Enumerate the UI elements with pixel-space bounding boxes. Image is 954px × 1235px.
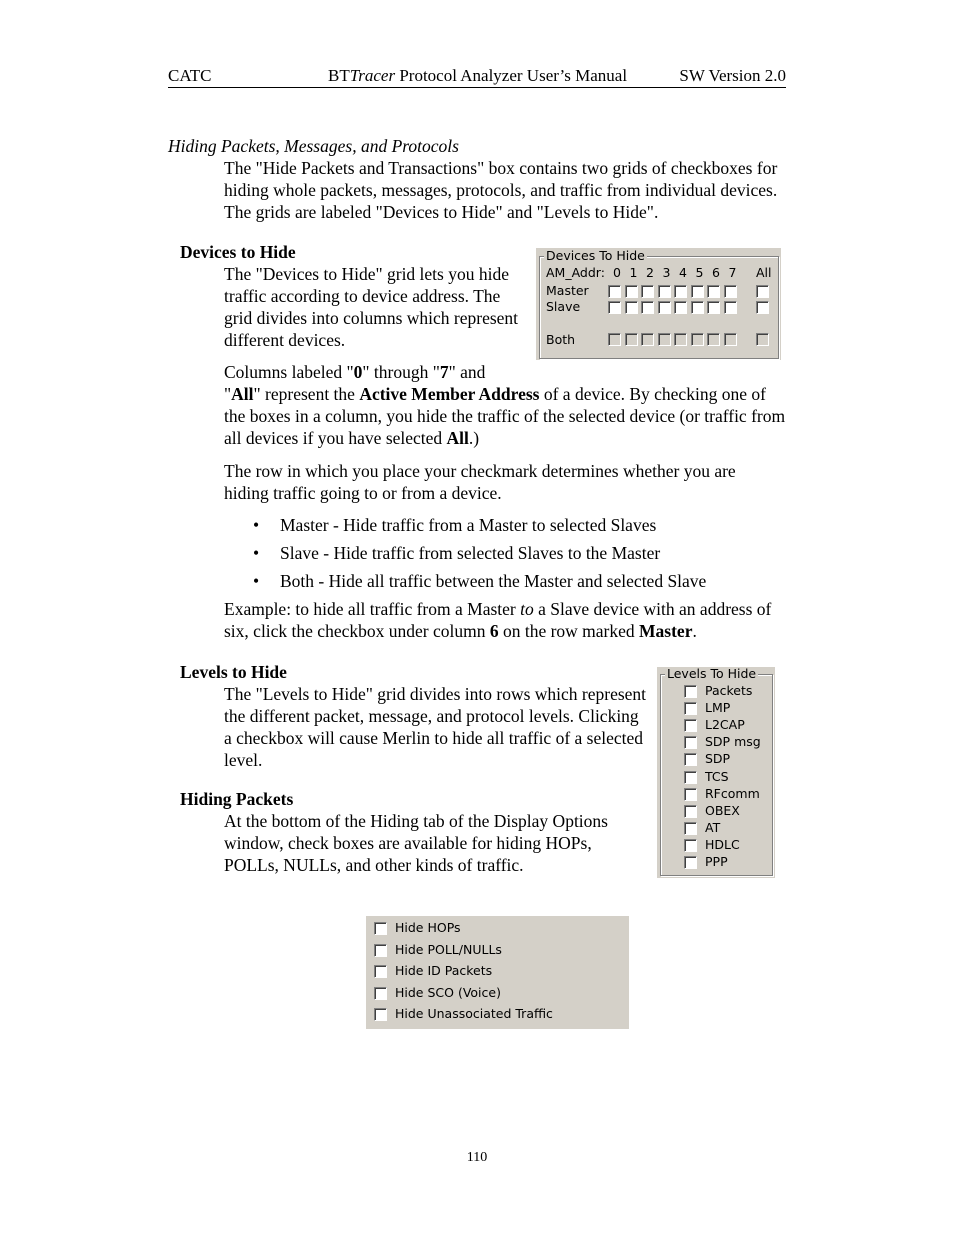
checkbox-both-all[interactable] [756, 333, 769, 346]
devices-to-hide-panel [536, 248, 781, 360]
devices-paragraph-1: The "Devices to Hide" grid lets you hide traffic according to device address. The grid divides into columns which represent different devices. [224, 264, 519, 350]
list-item: • Both - Hide all traffic between the Master and selected Slave [253, 571, 707, 591]
column-label-6: 6 [712, 265, 720, 280]
levels-to-hide-panel [657, 667, 775, 878]
levels-heading: Levels to Hide [180, 662, 287, 682]
column-label-5: 5 [695, 265, 704, 280]
level-checkbox[interactable] [684, 685, 697, 698]
devices-paragraph-2: "All" represent the Active Member Address of a device. By checking one of the boxes in a column, you hide the traffic of the selected device (or traffic from all devices if you have selected All.) [224, 384, 786, 448]
hide-option-checkbox[interactable] [374, 1008, 387, 1021]
checkbox-slave-7[interactable] [724, 301, 737, 314]
header-title: BTTracer Protocol Analyzer User’s Manual [328, 66, 628, 85]
checkbox-master-7[interactable] [724, 285, 737, 298]
column-label-1: 1 [629, 265, 638, 280]
devices-heading: Devices to Hide [180, 242, 296, 262]
checkbox-master-2[interactable] [641, 285, 654, 298]
checkbox-both-6[interactable] [707, 333, 720, 346]
checkbox-master-all[interactable] [756, 285, 769, 298]
column-label-7: 7 [728, 265, 737, 280]
hiding-paragraph: At the bottom of the Hiding tab of the Display Options window, check boxes are available for hiding HOPs, POLLs, NULLs, and other kinds of traffic. [224, 811, 608, 875]
hide-option-label: Hide ID Packets [395, 963, 493, 978]
devices-paragraph-3: The row in which you place your checkmark determines whether you are hiding traffic going to or from a device. [224, 461, 736, 503]
checkbox-both-1[interactable] [625, 333, 638, 346]
devices-paragraph-2-start: Columns labeled "0" through "7" and [224, 362, 486, 382]
hide-option-label: Hide Unassociated Traffic [395, 1006, 553, 1021]
level-checkbox[interactable] [684, 719, 697, 732]
checkbox-master-3[interactable] [658, 285, 671, 298]
level-checkbox[interactable] [684, 771, 697, 784]
level-checkbox[interactable] [684, 856, 697, 869]
hide-option-label: Hide SCO (Voice) [395, 984, 501, 1000]
level-label: OBEX [705, 802, 740, 818]
hide-option-checkbox[interactable] [374, 944, 387, 957]
level-label: RFcomm [705, 785, 760, 801]
hide-option-label: Hide HOPs [395, 920, 461, 935]
checkbox-slave-3[interactable] [658, 301, 671, 314]
level-label: AT [705, 819, 721, 835]
level-label: HDLC [705, 836, 740, 852]
checkbox-both-3[interactable] [658, 333, 671, 346]
hide-option-checkbox[interactable] [374, 922, 387, 935]
level-checkbox[interactable] [684, 822, 697, 835]
level-checkbox[interactable] [684, 736, 697, 749]
level-label: Packets [705, 683, 753, 698]
row-label-master: Master [546, 283, 589, 298]
checkbox-master-5[interactable] [691, 285, 704, 298]
levels-legend: Levels To Hide [667, 666, 757, 681]
checkbox-both-7[interactable] [724, 333, 737, 346]
am-addr-label: AM_Addr: [546, 265, 605, 280]
checkbox-both-4[interactable] [674, 333, 687, 346]
header-right: SW Version 2.0 [679, 66, 786, 85]
row-label-slave: Slave [546, 299, 581, 314]
devices-legend: Devices To Hide [546, 248, 645, 263]
checkbox-master-4[interactable] [674, 285, 687, 298]
level-label: TCS [705, 768, 729, 784]
list-item: • Master - Hide traffic from a Master to selected Slaves [253, 515, 657, 535]
level-label: PPP [705, 854, 728, 869]
checkbox-slave-6[interactable] [707, 301, 720, 314]
level-label: L2CAP [705, 717, 745, 733]
level-checkbox[interactable] [684, 788, 697, 801]
checkbox-slave-4[interactable] [674, 301, 687, 314]
checkbox-slave-2[interactable] [641, 301, 654, 314]
level-checkbox[interactable] [684, 753, 697, 766]
hide-options-panel [366, 916, 629, 1029]
levels-paragraph: The "Levels to Hide" grid divides into rows which represent the different packet, message, and protocol levels. Clicking a checkbox will cause Merlin to hide all traffic of a selected level. [224, 684, 647, 770]
level-checkbox[interactable] [684, 805, 697, 818]
section-title: Hiding Packets, Messages, and Protocols [168, 136, 459, 156]
checkbox-slave-0[interactable] [608, 301, 621, 314]
running-header [168, 63, 786, 88]
section-intro: The "Hide Packets and Transactions" box contains two grids of checkboxes for hiding whole packets, messages, protocols, and traffic from individual devices. The grids are labeled "Devices to Hide" and "Levels to Hide". [224, 158, 778, 222]
checkbox-both-2[interactable] [641, 333, 654, 346]
level-checkbox[interactable] [684, 839, 697, 852]
level-label: SDP msg [705, 734, 761, 750]
checkbox-both-0[interactable] [608, 333, 621, 346]
level-checkbox[interactable] [684, 702, 697, 715]
checkbox-slave-1[interactable] [625, 301, 638, 314]
checkbox-master-0[interactable] [608, 285, 621, 298]
bullet-list [253, 514, 707, 598]
all-label: All [756, 265, 772, 280]
checkbox-slave-all[interactable] [756, 301, 769, 314]
checkbox-slave-5[interactable] [691, 301, 704, 314]
level-label: LMP [705, 700, 731, 716]
page-number: 110 [466, 1150, 488, 1165]
checkbox-master-1[interactable] [625, 285, 638, 298]
column-label-0: 0 [613, 265, 621, 280]
hide-option-checkbox[interactable] [374, 965, 387, 978]
checkbox-master-6[interactable] [707, 285, 720, 298]
column-label-2: 2 [646, 265, 654, 280]
hide-option-checkbox[interactable] [374, 987, 387, 1000]
level-label: SDP [705, 751, 731, 767]
hide-option-label: Hide POLL/NULLs [395, 941, 502, 957]
example-paragraph: Example: to hide all traffic from a Master to a Slave device with an address of six, click the checkbox under column 6 on the row marked Master. [224, 599, 772, 641]
list-item: • Slave - Hide traffic from selected Slaves to the Master [253, 543, 661, 563]
checkbox-both-5[interactable] [691, 333, 704, 346]
row-label-both: Both [546, 332, 576, 347]
header-left: CATC [168, 66, 212, 85]
column-label-4: 4 [679, 265, 687, 280]
hiding-heading: Hiding Packets [180, 789, 294, 809]
column-label-3: 3 [662, 265, 671, 280]
